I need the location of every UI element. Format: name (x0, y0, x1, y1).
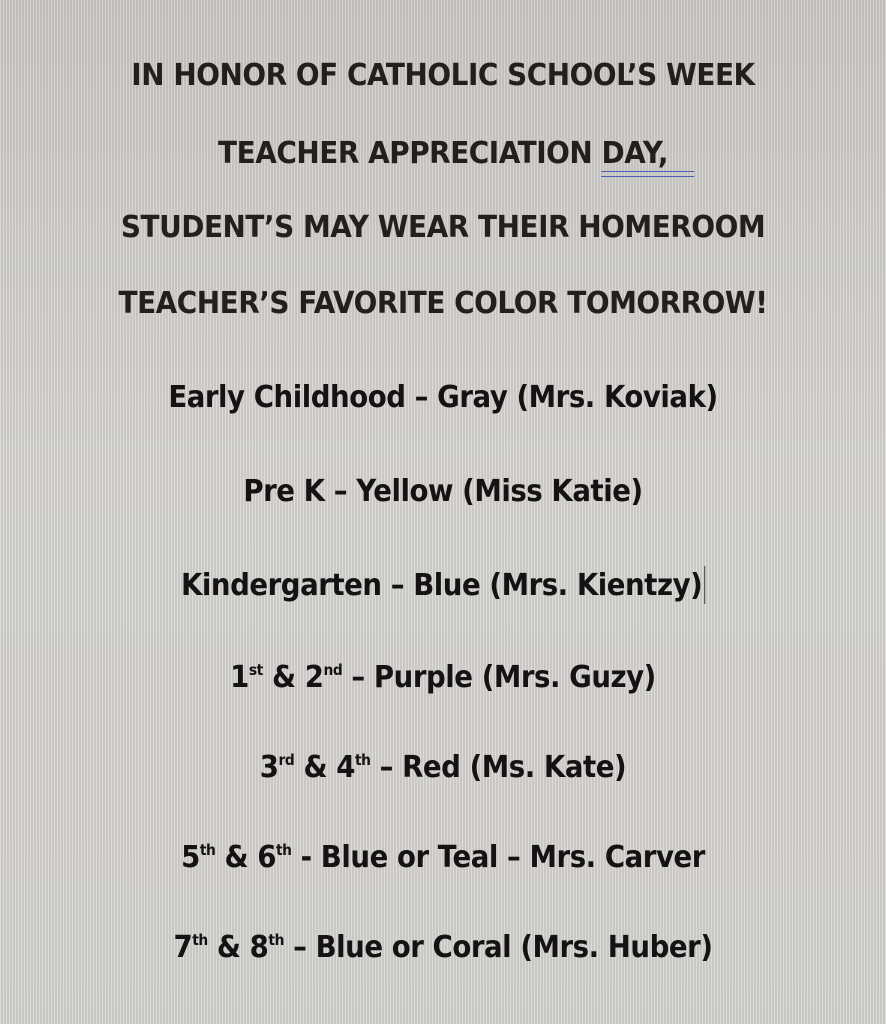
heading-line-4 (31, 286, 855, 321)
ordinal-suffix: th (192, 931, 208, 949)
grade-number: 3 (259, 750, 279, 785)
grade-label: Early Childhood (168, 380, 406, 415)
grade-number: 7 (173, 930, 193, 965)
ordinal-suffix: th (199, 841, 216, 859)
separator: – (283, 930, 316, 965)
teacher-name: (Mrs. Guzy) (472, 660, 656, 695)
text-cursor (704, 566, 705, 604)
list-item-kindergarten (35, 566, 850, 604)
heading-line-3 (31, 210, 855, 245)
grade-number: 2 (304, 660, 324, 695)
list-item-grades-1-2 (35, 660, 850, 695)
ordinal-suffix: nd (323, 661, 343, 679)
color-name: Blue (413, 568, 481, 603)
heading-text: STUDENT’S MAY WEAR THEIR HOMEROOM (120, 210, 766, 245)
ampersand: & (294, 750, 337, 785)
heading-text: TEACHER APPRECIATION (218, 136, 602, 171)
separator: – (370, 750, 403, 785)
teacher-name: (Mrs. Koviak) (507, 380, 718, 415)
separator: – (405, 380, 438, 415)
separator: – (381, 568, 414, 603)
ordinal-suffix: th (354, 751, 371, 769)
teacher-name: (Mrs. Huber) (511, 930, 713, 965)
teacher-name: – Mrs. Carver (497, 840, 705, 875)
grade-number: 8 (249, 930, 269, 965)
color-name: Red (402, 750, 461, 785)
list-item-early-childhood (35, 380, 850, 415)
separator: - (291, 840, 321, 875)
list-item-pre-k (35, 474, 850, 509)
ordinal-suffix: th (275, 841, 292, 859)
grade-number: 5 (181, 840, 200, 875)
color-name: Gray (437, 380, 508, 415)
ordinal-suffix: th (268, 931, 284, 949)
teacher-name: (Mrs. Kientzy) (480, 568, 703, 603)
separator: – (324, 474, 357, 509)
ampersand: & (262, 660, 305, 695)
grade-label: Pre K (243, 474, 325, 509)
color-name: Blue or Coral (315, 930, 512, 965)
teacher-name: (Ms. Kate) (460, 750, 627, 785)
color-name: Yellow (356, 474, 454, 509)
heading-text: TEACHER’S FAVORITE COLOR TOMORROW! (118, 286, 768, 321)
heading-line-1 (31, 58, 855, 93)
color-name: Blue or Teal (320, 840, 498, 875)
separator: – (342, 660, 374, 695)
teacher-name: (Miss Katie) (453, 474, 643, 509)
grade-number: 6 (257, 840, 276, 875)
color-name: Purple (373, 660, 473, 695)
list-item-grades-3-4 (35, 750, 850, 785)
heading-line-2 (31, 136, 855, 171)
grade-number: 4 (336, 750, 355, 785)
ordinal-suffix: rd (278, 751, 295, 769)
ampersand: & (215, 840, 258, 875)
grade-label: Kindergarten (180, 568, 382, 603)
grade-number: 1 (230, 660, 249, 695)
spellcheck-underlined-word: DAY, (601, 136, 668, 171)
ordinal-suffix: st (248, 661, 263, 679)
list-item-grades-5-6 (35, 840, 850, 875)
ampersand: & (207, 930, 250, 965)
heading-text: IN HONOR OF CATHOLIC SCHOOL’S WEEK (131, 58, 755, 93)
list-item-grades-7-8 (35, 930, 850, 965)
